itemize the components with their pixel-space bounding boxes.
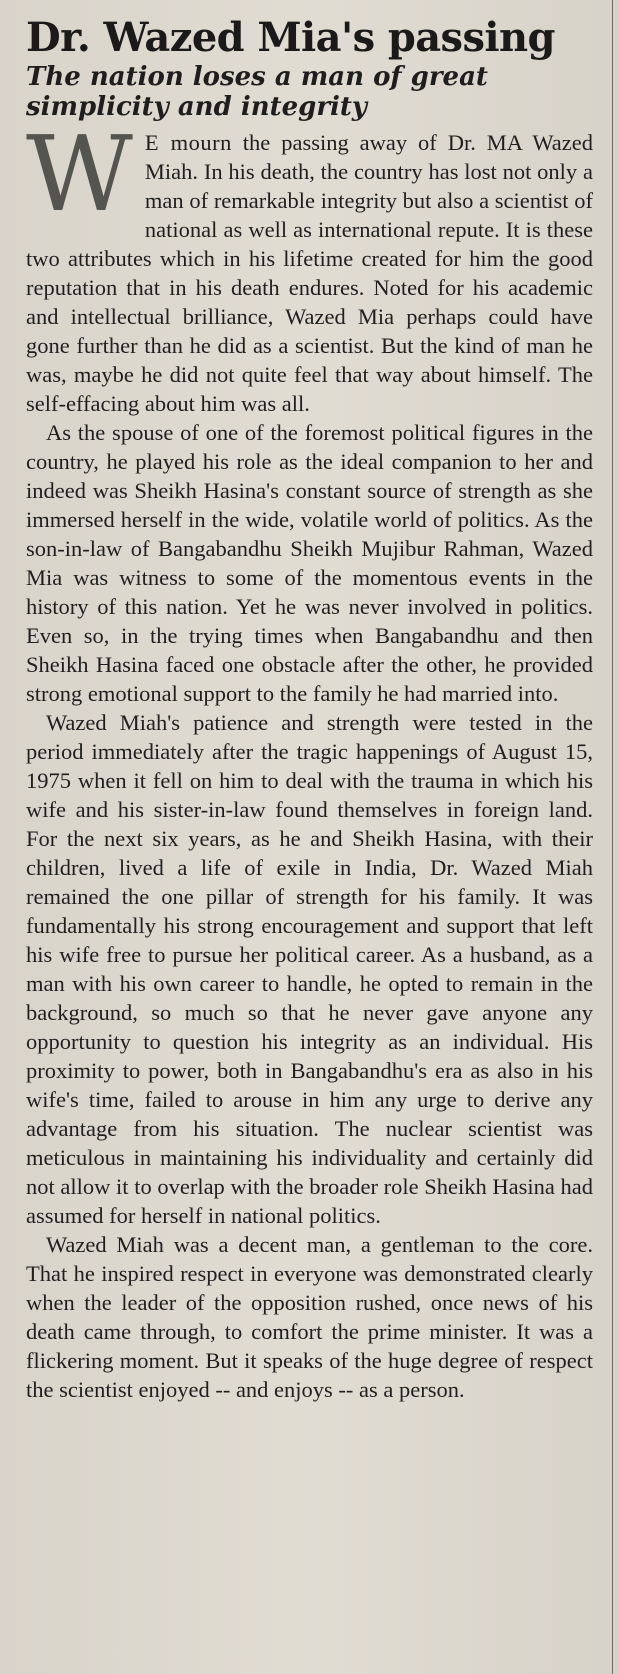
article-paragraph-3: Wazed Miah's patience and strength were tested in the period immediately after the tragic happenings of August 15, 1975 when it fell on him to deal with the trauma in which his wife and his sister-in-law found themselves in foreign land. For the next six years, as he and Sheikh Hasina, with their children, lived a life of exile in India, Dr. Wazed Miah remained the one pillar of strength for his family. It was fundamentally his strong encouragement and support that left his wife free to pursue her political career. As a husband, as a man with his own career to handle, he opted to remain in the background, so much so that he never gave anyone any opportunity to question his integrity as an individual. His proximity to power, both in Bangabandhu's era as also in his wife's time, failed to arouse in him any urge to derive any advantage from his situation. The nuclear scientist was meticulous in maintaining his individuality and certainly did not allow it to overlap with the broader role Sheikh Hasina had assumed for herself in national politics. [26,710,593,1228]
column-rule [612,0,613,1674]
article-body [26,113,593,1404]
lead-in-caps: E mourn [144,130,232,155]
headline: Dr. Wazed Mia's passing [26,14,555,61]
drop-cap: W [26,113,133,235]
article-paragraph-2: As the spouse of one of the foremost political figures in the country, he played his role as the ideal companion to her and indeed was Sheikh Hasina's constant source of strength as she immersed herself in the wide, volatile world of politics. As the son-in-law of Bangabandhu Sheikh Mujibur Rahman, Wazed Mia was witness to some of the momentous events in the history of this nation. Yet he was never involved in politics. Even so, in the trying times when Bangabandhu and then Sheikh Hasina faced one obstacle after the other, he provided strong emotional support to the family he had married into. [26,420,593,706]
paragraph-1-text: the passing away of Dr. MA Wazed Miah. In his death, the country has lost not only a man of remarkable integrity but also a scientist of national as well as international repute. It is these two attributes which in his lifetime created for him the good reputation that in his death endures. Noted for his academic and intellectual brilliance, Wazed Mia perhaps could have gone further than he did as a scientist. But the kind of man he was, maybe he did not quite feel that way about himself. The self-effacing about him was all. [26,130,593,416]
subheadline: The nation loses a man of great simplicity and integrity [26,62,488,122]
article-paragraph-1 [26,113,593,418]
article-paragraph-4: Wazed Miah was a decent man, a gentleman to the core. That he inspired respect in everyone was demonstrated clearly when the leader of the opposition rushed, once news of his death came through, to comfort the prime minister. It was a flickering moment. But it speaks of the huge degree of respect the scientist enjoyed -- and enjoys -- as a person. [26,1232,593,1402]
